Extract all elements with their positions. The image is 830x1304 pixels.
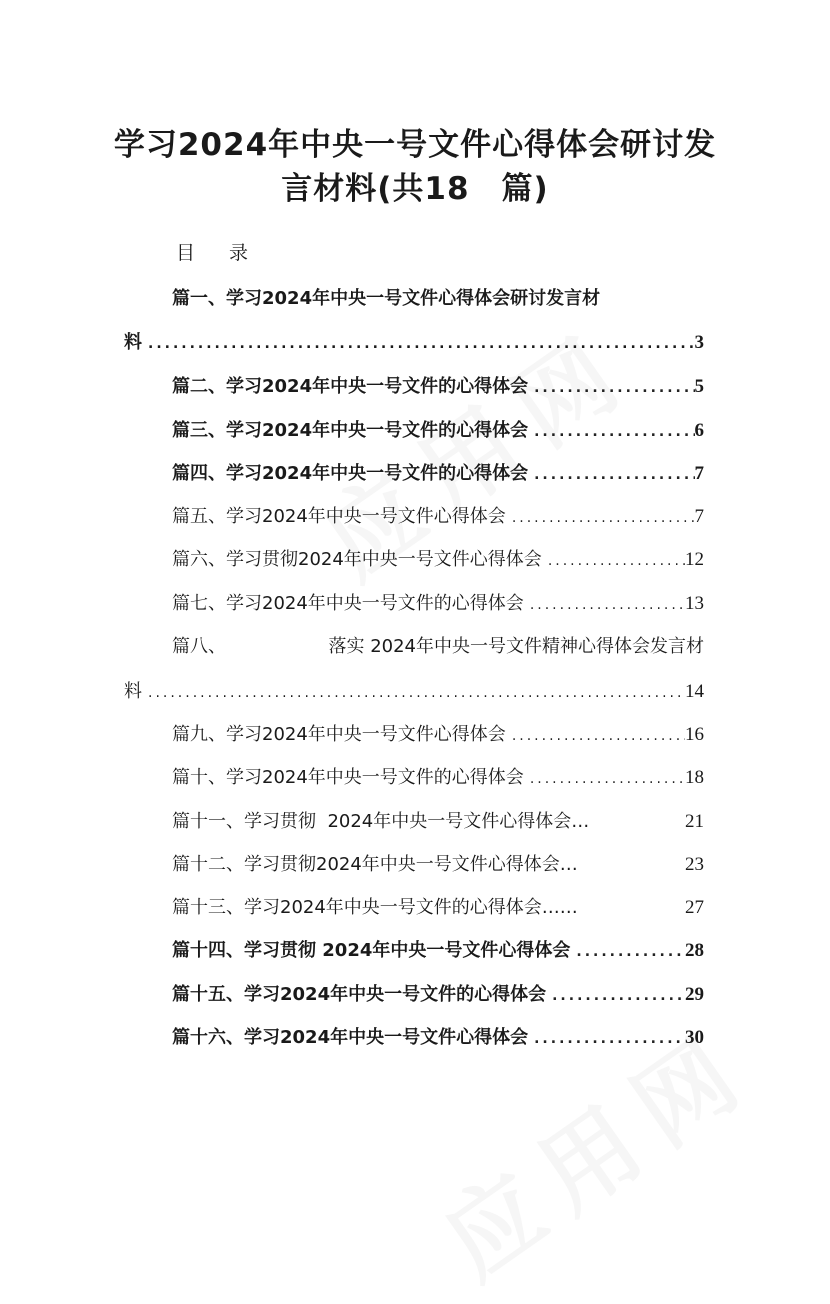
- toc-page-number: 18: [685, 767, 704, 788]
- toc-entry-6[interactable]: [172, 545, 704, 575]
- toc-entry-8[interactable]: [172, 632, 704, 658]
- toc-entry-label: 篇六、学习贯彻2024年中央一号文件心得体会: [172, 549, 542, 570]
- toc-heading: 目 录: [176, 242, 263, 264]
- toc-entry-label-prefix: 篇八、: [172, 636, 226, 657]
- toc-entry-13[interactable]: [172, 893, 704, 923]
- toc-leader-dots: [528, 424, 694, 440]
- toc-page-number: 14: [685, 681, 704, 702]
- toc-leader-dots: [528, 380, 694, 396]
- document-title-line-2: 言材料(共18 篇): [281, 171, 549, 207]
- toc-entry-8-continuation[interactable]: [124, 677, 704, 707]
- toc-entry-label: 篇十二、学习贯彻2024年中央一号文件心得体会…: [172, 854, 578, 875]
- toc-page-number: 5: [694, 376, 704, 397]
- toc-leader-dots: [528, 467, 694, 483]
- toc-page-number: 21: [685, 811, 704, 832]
- toc-leader-dots: [542, 553, 685, 569]
- toc-entry-label: 落实 2024年中央一号文件精神心得体会发言材: [328, 636, 704, 657]
- toc-entry-2[interactable]: [172, 372, 704, 402]
- toc-page-number: 7: [694, 463, 704, 484]
- toc-page-number: 28: [685, 940, 704, 961]
- toc-entry-4[interactable]: [172, 459, 704, 489]
- toc-entry-label: 篇二、学习2024年中央一号文件的心得体会: [172, 376, 529, 397]
- toc-entry-label: 篇四、学习2024年中央一号文件的心得体会: [172, 463, 529, 484]
- toc-entry-5[interactable]: [172, 502, 704, 532]
- toc-entry-3[interactable]: [172, 416, 704, 446]
- toc-page-number: 6: [694, 420, 704, 441]
- toc-entry-11[interactable]: [172, 807, 704, 837]
- document-title-line-1: 学习2024年中央一号文件心得体会研讨发: [113, 127, 717, 163]
- toc-page-number: 13: [685, 593, 704, 614]
- toc-page-number: 7: [694, 506, 704, 527]
- toc-entry-1[interactable]: [172, 284, 704, 310]
- toc-entry-label: 篇九、学习2024年中央一号文件心得体会: [172, 724, 506, 745]
- toc-entry-label: 篇十四、学习贯彻 2024年中央一号文件心得体会: [172, 940, 571, 961]
- toc-leader-dots: [528, 1031, 685, 1047]
- toc-entry-label: 篇三、学习2024年中央一号文件的心得体会: [172, 420, 529, 441]
- toc-entry-label: 篇十三、学习2024年中央一号文件的心得体会……: [172, 897, 578, 918]
- toc-leader-dots: [142, 685, 685, 701]
- toc-entry-label: 篇十六、学习2024年中央一号文件心得体会: [172, 1027, 529, 1048]
- toc-entry-label: 篇十一、学习贯彻 2024年中央一号文件心得体会…: [172, 811, 590, 832]
- toc-leader-dots: [142, 336, 695, 352]
- toc-leader-dots: [524, 771, 685, 787]
- toc-entry-label-cont: 料: [124, 332, 142, 353]
- toc-entry-1-continuation[interactable]: [124, 328, 704, 358]
- toc-entry-label: 篇十、学习2024年中央一号文件的心得体会: [172, 767, 524, 788]
- toc-entry-15[interactable]: [172, 980, 704, 1010]
- toc-page-number: 27: [685, 897, 704, 918]
- toc-page-number: 23: [685, 854, 704, 875]
- toc-entry-label-cont: 料: [124, 681, 142, 702]
- toc-page-number: 29: [685, 984, 704, 1005]
- toc-entry-9[interactable]: [172, 720, 704, 750]
- toc-entry-10[interactable]: [172, 763, 704, 793]
- toc-entry-label: 篇七、学习2024年中央一号文件的心得体会: [172, 593, 524, 614]
- toc-leader-dots: [546, 988, 685, 1004]
- toc-leader-dots: [506, 728, 685, 744]
- toc-page-number: 30: [685, 1027, 704, 1048]
- toc-leader-dots: [506, 510, 695, 526]
- toc-entry-label: 篇十五、学习2024年中央一号文件的心得体会: [172, 984, 547, 1005]
- toc-entry-label: 篇五、学习2024年中央一号文件心得体会: [172, 506, 506, 527]
- toc-entry-label: 篇一、学习2024年中央一号文件心得体会研讨发言材: [172, 288, 601, 309]
- toc-entry-7[interactable]: [172, 589, 704, 619]
- toc-leader-dots: [570, 944, 685, 960]
- toc-entry-14[interactable]: [172, 936, 704, 966]
- toc-entry-12[interactable]: [172, 850, 704, 880]
- toc-page-number: 16: [685, 724, 704, 745]
- toc-page-number: 12: [685, 549, 704, 570]
- toc-leader-dots: [524, 597, 685, 613]
- toc-entry-16[interactable]: [172, 1023, 704, 1053]
- toc-page-number: 3: [694, 332, 704, 353]
